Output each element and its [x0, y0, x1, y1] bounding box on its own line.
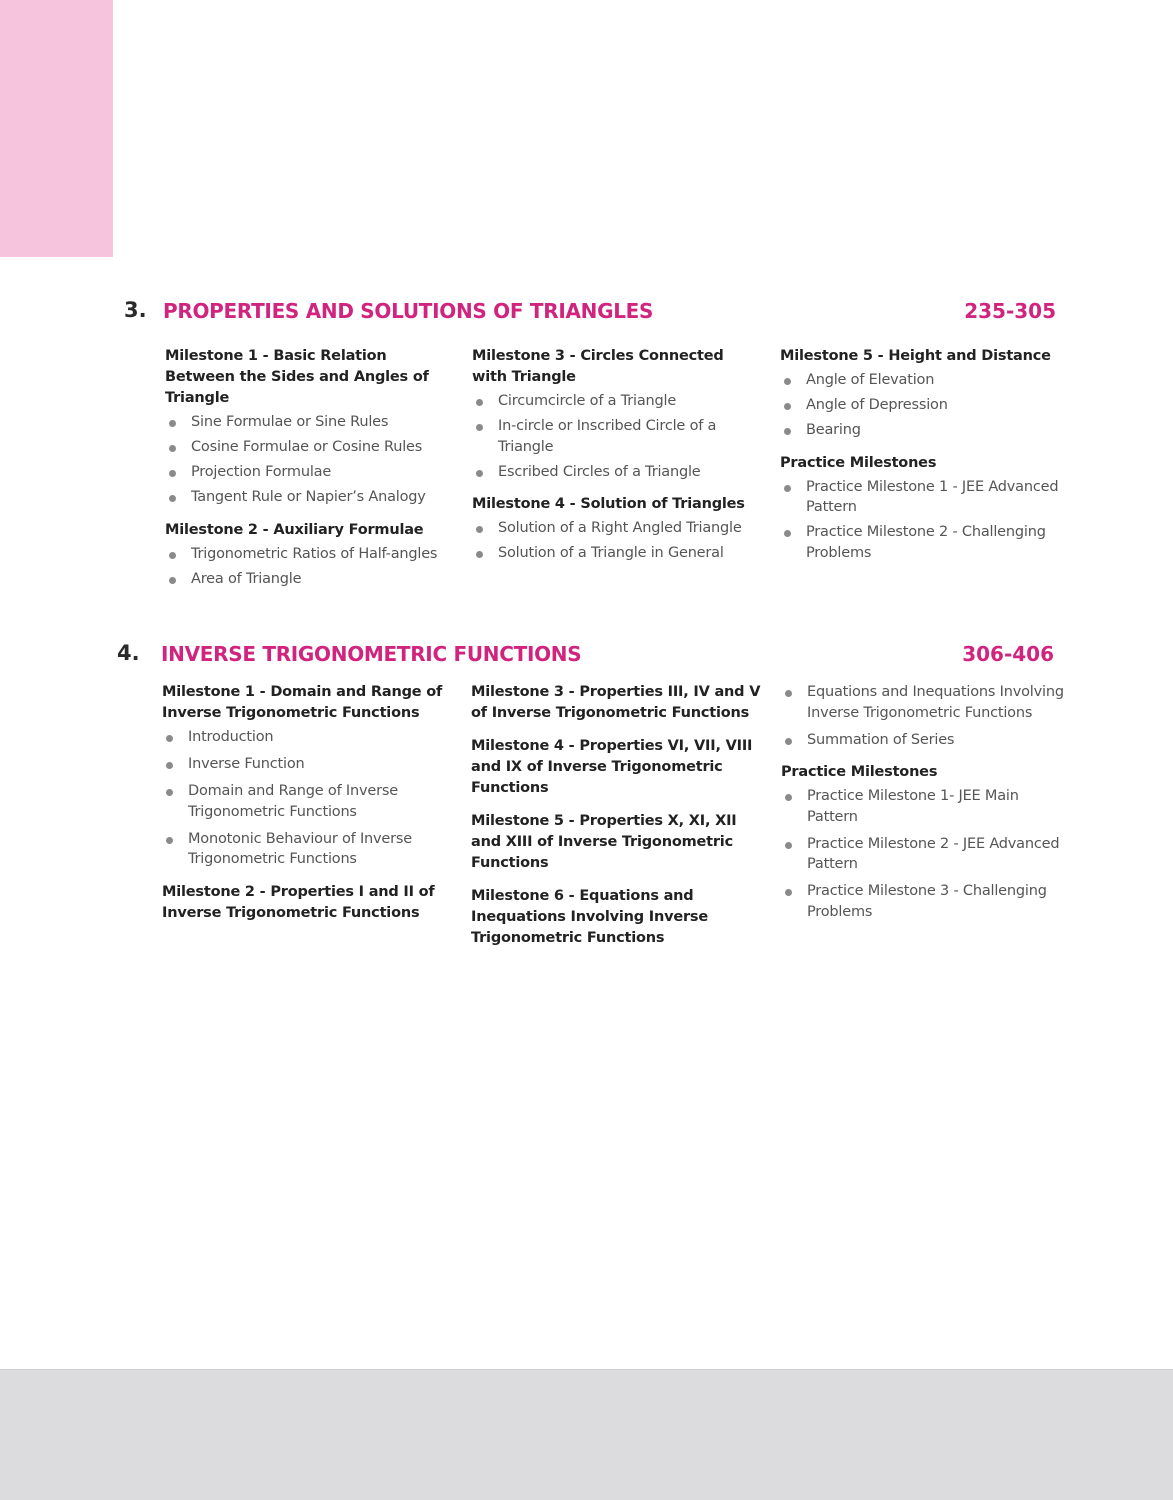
milestone-title[interactable]: Milestone 1 - Domain and Range of Inverse Trigonometric Functions	[162, 684, 443, 721]
milestone-title[interactable]: Milestone 5 - Height and Distance	[780, 348, 1051, 364]
column-3	[781, 682, 1071, 934]
column-3	[780, 346, 1070, 575]
topic-item[interactable]	[472, 416, 762, 457]
topic-list	[781, 786, 1071, 922]
topic-item[interactable]	[780, 522, 1070, 563]
topic-label: Practice Milestone 2 - Challenging Problems	[806, 524, 1046, 561]
bullet-icon	[169, 495, 176, 502]
topic-label: Angle of Elevation	[806, 372, 935, 388]
topic-label: Escribed Circles of a Triangle	[498, 463, 701, 480]
milestone-block	[780, 453, 1070, 564]
chapter-number: 4.	[117, 641, 140, 665]
topic-label: Domain and Range of Inverse Trigonometric Functions	[188, 783, 398, 820]
chapter-header	[0, 298, 1173, 328]
bullet-icon	[784, 403, 791, 410]
topic-item[interactable]	[162, 754, 452, 775]
topic-item[interactable]	[472, 543, 762, 564]
milestone-title[interactable]: Milestone 3 - Properties III, IV and V of Inverse Trigonometric Functions	[471, 684, 761, 721]
bullet-icon	[784, 485, 791, 492]
topic-item[interactable]	[165, 487, 455, 508]
topic-list	[780, 477, 1070, 564]
bullet-icon	[476, 526, 483, 533]
topic-list	[162, 727, 452, 870]
column-1	[165, 346, 455, 601]
topic-label: Sine Formulae or Sine Rules	[191, 414, 389, 430]
bullet-icon	[476, 424, 483, 431]
topic-label: Summation of Series	[807, 731, 955, 748]
bullet-icon	[785, 842, 792, 849]
topic-label: Bearing	[806, 422, 861, 438]
bullet-icon	[785, 889, 792, 896]
topic-label: Area of Triangle	[191, 570, 302, 587]
bullet-icon	[785, 690, 792, 697]
topic-item[interactable]	[781, 786, 1071, 827]
topic-list	[780, 370, 1070, 441]
topic-label: Practice Milestone 1 - JEE Advanced Pattern	[806, 478, 1059, 515]
topic-label: Practice Milestone 1- JEE Main Pattern	[807, 788, 1019, 825]
milestone-block	[781, 682, 1071, 750]
bullet-icon	[785, 738, 792, 745]
bullet-icon	[476, 470, 483, 477]
topic-item[interactable]	[472, 462, 762, 483]
topic-item[interactable]	[472, 518, 762, 539]
column-1	[162, 682, 452, 936]
milestone-block	[471, 736, 761, 799]
bullet-icon	[166, 789, 173, 796]
topic-item[interactable]	[165, 412, 455, 433]
topic-label: Solution of a Triangle in General	[498, 545, 724, 561]
topic-item[interactable]	[780, 395, 1070, 416]
topic-label: Projection Formulae	[191, 464, 332, 480]
bullet-icon	[476, 551, 483, 558]
topic-label: Tangent Rule or Napier’s Analogy	[191, 489, 426, 505]
bullet-icon	[785, 794, 792, 801]
topic-item[interactable]	[781, 730, 1071, 751]
topic-item[interactable]	[780, 477, 1070, 518]
topic-item[interactable]	[781, 682, 1071, 723]
chapter-page-range: 235-305	[964, 299, 1056, 323]
topic-item[interactable]	[165, 569, 455, 590]
bullet-icon	[166, 735, 173, 742]
topic-list	[472, 391, 762, 482]
milestone-title[interactable]: Practice Milestones	[781, 764, 938, 780]
bullet-icon	[784, 530, 791, 537]
column-2	[472, 346, 762, 576]
topic-label: In-circle or Inscribed Circle of a Triangle	[498, 418, 717, 455]
milestone-block	[165, 520, 455, 590]
topic-label: Introduction	[188, 729, 274, 745]
chapter-title[interactable]: INVERSE TRIGONOMETRIC FUNCTIONS	[161, 642, 582, 666]
decorative-pink-block	[0, 0, 113, 257]
column-2	[471, 682, 761, 961]
milestone-block	[471, 886, 761, 949]
milestone-title[interactable]: Milestone 3 - Circles Connected with Triangle	[472, 348, 724, 385]
topic-item[interactable]	[781, 834, 1071, 875]
bullet-icon	[169, 420, 176, 427]
footer-band	[0, 1369, 1173, 1500]
topic-label: Trigonometric Ratios of Half-angles	[191, 545, 438, 562]
milestone-title[interactable]: Milestone 4 - Solution of Triangles	[472, 496, 745, 512]
topic-item[interactable]	[472, 391, 762, 412]
topic-item[interactable]	[165, 544, 455, 565]
bullet-icon	[169, 577, 176, 584]
topic-label: Practice Milestone 2 - JEE Advanced Pattern	[807, 835, 1060, 872]
topic-item[interactable]	[165, 437, 455, 458]
bullet-icon	[784, 428, 791, 435]
bullet-icon	[169, 445, 176, 452]
milestone-title[interactable]: Milestone 2 - Properties I and II of Inverse Trigonometric Functions	[162, 883, 435, 921]
topic-label: Angle of Depression	[806, 397, 948, 413]
topic-item[interactable]	[162, 829, 452, 870]
milestone-title[interactable]: Practice Milestones	[780, 454, 937, 471]
milestone-block	[162, 682, 452, 870]
milestone-title[interactable]: Milestone 5 - Properties X, XI, XII and XIII of Inverse Trigonometric Functions	[471, 813, 737, 871]
milestone-block	[472, 346, 762, 482]
milestone-block	[162, 882, 452, 924]
topic-item[interactable]	[780, 420, 1070, 441]
bullet-icon	[784, 378, 791, 385]
milestone-title[interactable]: Milestone 1 - Basic Relation Between the Sides and Angles of Triangle	[165, 348, 429, 406]
topic-list	[165, 544, 455, 590]
milestone-block	[165, 346, 455, 508]
milestone-block	[472, 494, 762, 564]
chapter-page-range: 306-406	[962, 642, 1054, 666]
topic-label: Practice Milestone 3 - Challenging Problems	[807, 883, 1047, 920]
topic-list	[165, 412, 455, 508]
milestone-block	[471, 682, 761, 724]
topic-label: Cosine Formulae or Cosine Rules	[191, 439, 423, 455]
topic-label: Solution of a Right Angled Triangle	[498, 520, 742, 536]
chapter-header	[0, 641, 1173, 671]
milestone-block	[780, 346, 1070, 441]
topic-label: Inverse Function	[188, 756, 305, 772]
milestone-block	[781, 762, 1071, 922]
bullet-icon	[166, 837, 173, 844]
bullet-icon	[166, 762, 173, 769]
bullet-icon	[169, 470, 176, 477]
topic-item[interactable]	[165, 462, 455, 483]
bullet-icon	[476, 399, 483, 406]
milestone-title[interactable]: Milestone 6 - Equations and Inequations Involving Inverse Trigonometric Functions	[471, 888, 708, 946]
topic-label: Monotonic Behaviour of Inverse Trigonometric Functions	[188, 830, 412, 867]
topic-list	[781, 682, 1071, 750]
topic-label: Circumcircle of a Triangle	[498, 393, 677, 409]
topic-item[interactable]	[162, 727, 452, 748]
bullet-icon	[169, 552, 176, 559]
topic-item[interactable]	[780, 370, 1070, 391]
chapter-number: 3.	[124, 298, 147, 322]
topic-item[interactable]	[162, 781, 452, 822]
topic-label: Equations and Inequations Involving Inverse Trigonometric Functions	[807, 684, 1064, 721]
topic-list	[472, 518, 762, 564]
topic-item[interactable]	[781, 881, 1071, 922]
milestone-block	[471, 811, 761, 874]
milestone-title[interactable]: Milestone 4 - Properties VI, VII, VIII and IX of Inverse Trigonometric Functions	[471, 738, 753, 796]
chapter-title[interactable]: PROPERTIES AND SOLUTIONS OF TRIANGLES	[163, 299, 654, 323]
milestone-title[interactable]: Milestone 2 - Auxiliary Formulae	[165, 521, 424, 538]
